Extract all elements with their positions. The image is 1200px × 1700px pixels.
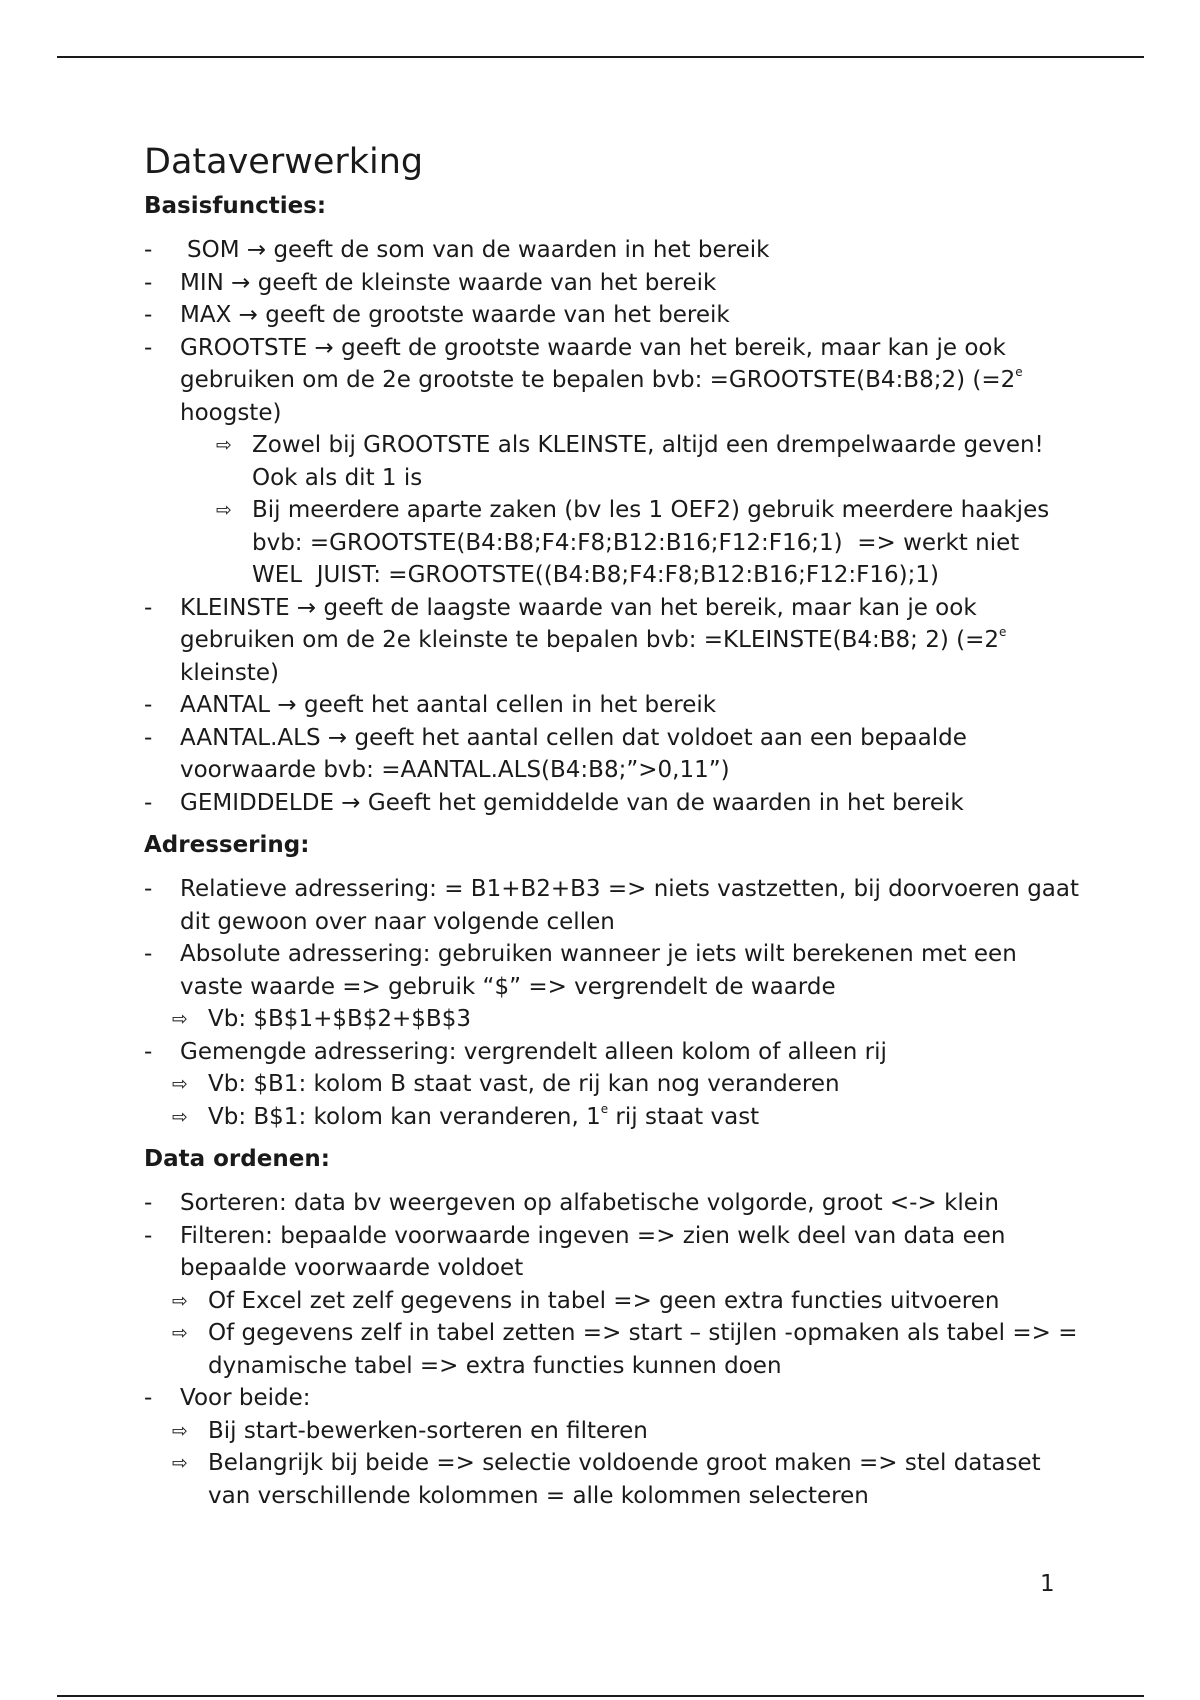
list-item-kleinste: [144, 592, 1084, 690]
sub-item-text: Belangrijk bij beide => selectie voldoende groot maken => stel dataset van verschillende kolommen = alle kolommen selecteren: [208, 1450, 1041, 1509]
sub-item-text: Vb: B$1: kolom kan veranderen, 1: [208, 1103, 601, 1130]
item-text: Relatieve adressering: = B1+B2+B3 => niets vastzetten, bij doorvoeren gaat dit gewoon over naar volgende cellen: [180, 876, 1079, 935]
sub-item-vb-kolom-vast: [144, 1068, 1084, 1101]
sub-item-text: Vb: $B$1+$B$2+$B$3: [208, 1006, 471, 1032]
sublist-grootste: [180, 429, 1084, 592]
item-text: Sorteren: data bv weergeven op alfabetische volgorde, groot <-> klein: [180, 1190, 999, 1216]
superscript: e: [1015, 365, 1023, 380]
bullet-dash: -: [144, 789, 153, 816]
item-text: GEMIDDELDE → Geeft het gemiddelde van de waarden in het bereik: [180, 789, 964, 816]
sub-item-start-bewerken: [144, 1415, 1084, 1448]
bullet-dash: -: [144, 237, 153, 263]
sub-item-text: Of Excel zet zelf gegevens in tabel => geen extra functies uitvoeren: [208, 1287, 1000, 1314]
document-body: [144, 138, 1084, 1512]
item-text: AANTAL.ALS → geeft het aantal cellen dat voldoet aan een bepaalde voorwaarde bvb: =AANTAL.ALS(B4:B8;”>0,11”): [180, 724, 967, 783]
bullet-dash: -: [144, 334, 153, 361]
footer-rule: [57, 1695, 1144, 1697]
page-title: Dataverwerking: [144, 142, 424, 182]
list-item-aantal: [144, 689, 1084, 722]
page-number: 1: [1040, 1571, 1055, 1597]
item-text: Voor beide:: [180, 1385, 311, 1411]
bullet-dash: -: [144, 1190, 153, 1216]
bullet-dash: -: [144, 302, 153, 328]
arrow-right-icon: ⇨: [172, 1289, 188, 1312]
item-text-tail: kleinste): [180, 659, 279, 686]
list-item-voor-beide: [144, 1382, 1084, 1512]
sub-item-text: Zowel bij GROOTSTE als KLEINSTE, altijd een drempelwaarde geven! Ook als dit 1 is: [252, 432, 1044, 491]
bullet-dash: -: [144, 1038, 153, 1065]
sub-item-text: WEL JUIST: =GROOTSTE((B4:B8;F4:F8;B12:B16;F12:F16);1): [252, 562, 939, 588]
superscript: e: [999, 625, 1007, 640]
item-text: Gemengde adressering: vergrendelt alleen kolom of alleen rij: [180, 1038, 887, 1065]
bullet-dash: -: [144, 1385, 153, 1411]
list-item-gemiddelde: [144, 787, 1084, 820]
item-text: GROOTSTE → geeft de grootste waarde van het bereik, maar kan je ook gebruiken om de 2e grootste te bepalen bvb: =GROOTSTE(B4:B8;2) (=2: [180, 334, 1016, 393]
sub-item-text: bvb: =GROOTSTE(B4:B8;F4:F8;B12:B16;F12:F16;1) => werkt niet: [252, 529, 1020, 556]
list-item-sorteren: [144, 1187, 1084, 1220]
bullet-dash: -: [144, 594, 153, 621]
arrow-right-icon: ⇨: [172, 1419, 188, 1442]
list-item-aantal-als: [144, 722, 1084, 787]
arrow-right-icon: ⇨: [172, 1073, 188, 1095]
arrow-right-icon: ⇨: [172, 1452, 188, 1474]
sub-item-text: Vb: $B1: kolom B staat vast, de rij kan nog veranderen: [208, 1071, 840, 1097]
item-text: KLEINSTE → geeft de laagste waarde van het bereik, maar kan je ook gebruiken om de 2e kleinste te bepalen bvb: =KLEINSTE(B4:B8; 2) (=2: [180, 594, 1000, 653]
sub-item-vb-absoluut: [144, 1003, 1084, 1036]
bullet-dash: -: [144, 1222, 153, 1249]
arrow-right-icon: ⇨: [216, 499, 232, 521]
list-adressering: [144, 873, 1084, 1133]
sub-item-dynamische-tabel: [144, 1317, 1084, 1382]
list-basisfuncties: [144, 234, 1084, 819]
section-heading-data-ordenen: Data ordenen:: [144, 1146, 330, 1172]
list-item-gemengd: [144, 1036, 1084, 1134]
item-text: Absolute adressering: gebruiken wanneer je iets wilt berekenen met een vaste waarde => gebruik “$” => vergrendelt de waarde: [180, 941, 1017, 1000]
list-item-max: [144, 299, 1084, 332]
list-item-absoluut: [144, 938, 1084, 1036]
list-item-grootste: [144, 332, 1084, 592]
arrow-right-icon: ⇨: [172, 1008, 188, 1030]
sub-item-haakjes: [180, 494, 1084, 592]
list-data-ordenen: [144, 1187, 1084, 1512]
superscript: e: [600, 1101, 609, 1116]
section-heading-basisfuncties: Basisfuncties:: [144, 193, 327, 219]
sub-item-text: Of gegevens zelf in tabel zetten => start – stijlen -opmaken als tabel => = dynamische tabel => extra functies kunnen doen: [208, 1320, 1078, 1379]
list-item-filteren: [144, 1220, 1084, 1383]
sub-item-excel-tabel: [144, 1285, 1084, 1318]
item-text: SOM → geeft de som van de waarden in het bereik: [187, 237, 770, 263]
sublist-gemengd: [172, 1068, 1084, 1133]
sublist-absoluut: [172, 1003, 1084, 1036]
arrow-right-icon: ⇨: [172, 1322, 188, 1344]
sublist-filteren: [172, 1285, 1084, 1383]
bullet-dash: -: [144, 692, 153, 718]
arrow-right-icon: ⇨: [216, 434, 232, 456]
bullet-dash: -: [144, 724, 153, 751]
bullet-dash: -: [144, 269, 153, 296]
sub-item-drempelwaarde: [180, 429, 1084, 494]
item-text: Filteren: bepaalde voorwaarde ingeven => zien welk deel van data een bepaalde voorwaarde voldoet: [180, 1222, 1006, 1281]
bullet-dash: -: [144, 941, 153, 967]
item-text: AANTAL → geeft het aantal cellen in het bereik: [180, 692, 717, 718]
item-text: MAX → geeft de grootste waarde van het bereik: [180, 302, 730, 328]
list-item-som: [144, 234, 1084, 267]
item-text-tail: hoogste): [180, 399, 282, 426]
section-heading-adressering: Adressering:: [144, 832, 310, 858]
sub-item-selectie: [144, 1447, 1084, 1512]
sub-item-vb-rij-vast: [144, 1101, 1084, 1134]
sub-item-text: Bij start-bewerken-sorteren en filteren: [208, 1417, 648, 1444]
sublist-voor-beide: [172, 1415, 1084, 1513]
header-rule: [57, 56, 1144, 58]
sub-item-text-tail: rij staat vast: [608, 1103, 760, 1130]
item-text: MIN → geeft de kleinste waarde van het bereik: [180, 269, 717, 296]
list-item-relatief: [144, 873, 1084, 938]
sub-item-text: Bij meerdere aparte zaken (bv les 1 OEF2) gebruik meerdere haakjes: [252, 497, 1050, 523]
arrow-right-icon: ⇨: [172, 1105, 188, 1128]
bullet-dash: -: [144, 876, 153, 902]
list-item-min: [144, 267, 1084, 300]
